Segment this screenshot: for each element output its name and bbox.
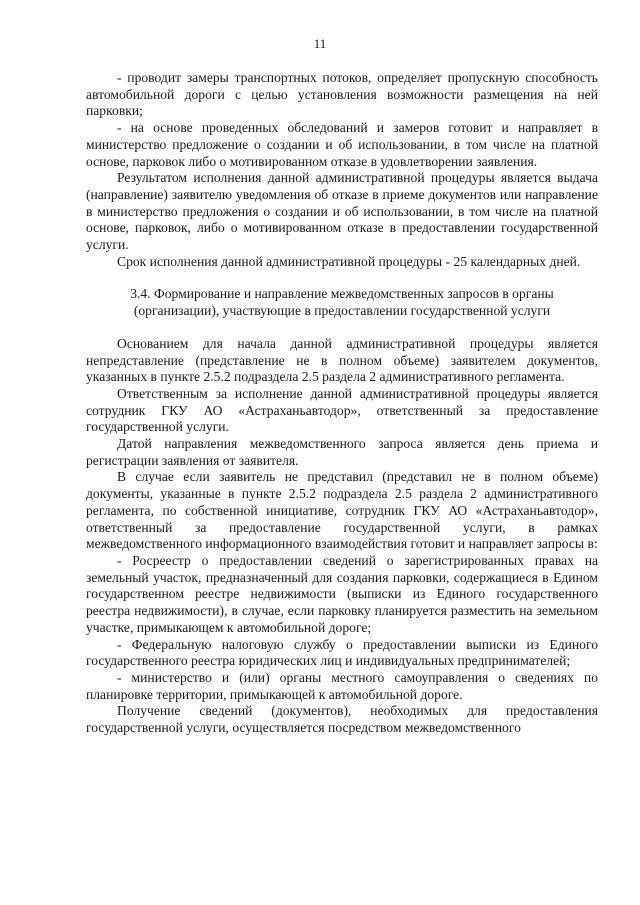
paragraph: Получение сведений (документов), необходимых для предоставления государственной услуги, осуществляется посредством межведомственного <box>86 703 598 736</box>
paragraph: - Росреестр о предоставлении сведений о зарегистрированных правах на земельный участок, предназначенный для создания парковки, содержащиеся в Едином государственном реестре недвижимости (выписки из Единого государственного реестра недвижимости), в случае, если парковку планируется разместить на земельном участке, примыкающем к автомобильной дороге; <box>86 552 598 635</box>
paragraph: Ответственным за исполнение данной административной процедуры является сотрудник ГКУ АО «Астраханьавтодор», ответственный за предоставление государственной услуги. <box>86 385 598 435</box>
spacer <box>86 320 598 336</box>
section-heading: 3.4. Формирование и направление межведомственных запросов в органы (организации), участвующие в предоставлении государственной услуги <box>130 286 554 319</box>
paragraph: В случае если заявитель не представил (представил не в полном объеме) документы, указанные в пункте 2.5.2 подраздела 2.5 раздела 2 административного регламента, по собственной инициативе, сотрудник ГКУ АО «Астраханьавтодор», ответственный за предоставление государственной услуги, в рамках межведомственного информационного взаимодействия готовит и направляет запросы в: <box>86 469 598 552</box>
paragraph: - Федеральную налоговую службу о предоставлении выписки из Единого государственного реестра юридических лиц и индивидуальных предпринимателей; <box>86 636 598 669</box>
paragraph: Результатом исполнения данной административной процедуры является выдача (направление) заявителю уведомления об отказе в приеме документов или направление в министерство предложения о создании и об использовании, в том числе на платной основе, парковок, либо о мотивированном отказе в предоставлении государственной услуги. <box>86 170 598 253</box>
paragraph: Срок исполнения данной административной процедуры - 25 календарных дней. <box>117 253 581 269</box>
paragraph: - проводит замеры транспортных потоков, определяет пропускную способность автомобильной дороги с целью установления возможности размещения на ней парковки; <box>86 70 598 119</box>
page-number: 11 <box>313 36 327 51</box>
paragraph: Основанием для начала данной административной процедуры является непредставление (представление не в полном объеме) заявителем документов, указанных в пункте 2.5.2 подраздела 2.5 раздела 2 административного регламента. <box>86 335 598 385</box>
paragraph: Датой направления межведомственного запроса является день приема и регистрации заявления от заявителя. <box>86 436 598 468</box>
paragraph: - на основе проведенных обследований и замеров готовит и направляет в министерство предложение о создании и об использовании, в том числе на платной основе, парковок либо о мотивированном отказе в удовлетворении заявления. <box>86 120 598 169</box>
spacer <box>86 270 598 286</box>
paragraph: - министерство и (или) органы местного самоуправления о сведениях по планировке территории, примыкающей к автомобильной дороге. <box>86 669 598 702</box>
document-body <box>86 70 598 737</box>
